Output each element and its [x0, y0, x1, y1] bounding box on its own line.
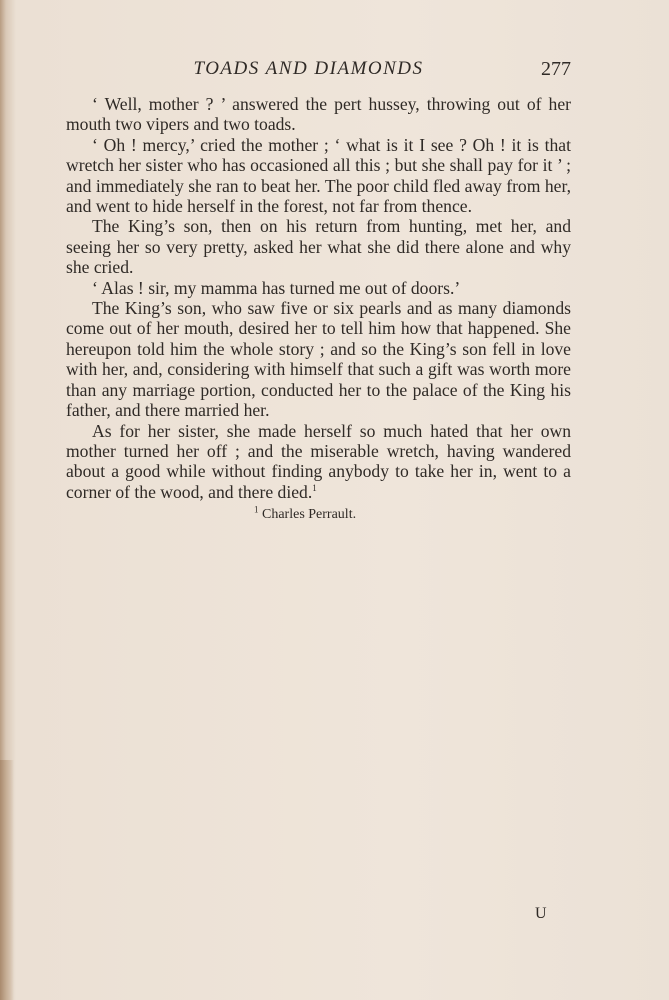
- page-edge-stain: [0, 760, 14, 1000]
- page-header: [66, 56, 571, 84]
- footnote: [254, 504, 357, 523]
- paragraph: The King’s son, then on his return from hunting, met her, and seeing her so very pretty, asked her what she did there alone and why she cried.: [66, 216, 571, 278]
- body-text: [66, 94, 571, 502]
- running-title: TOADS AND DIAMONDS: [193, 58, 424, 79]
- paragraph: ‘ Well, mother ? ’ answered the pert hussey, throwing out of her mouth two vipers and two toads.: [66, 94, 571, 135]
- signature-mark: U: [535, 905, 547, 922]
- paragraph-text: As for her sister, she made herself so much hated that her own mother turned her off ; and the miserable wretch, having wandered about a good while without finding anybody to take her in, went to a corner of the wood, and there died.: [66, 420, 571, 502]
- paragraph: ‘ Alas ! sir, my mamma has turned me out of doors.’: [92, 277, 461, 298]
- page-number: 277: [541, 58, 571, 80]
- paragraph-last: [66, 421, 571, 503]
- footnote-marker: 1: [254, 504, 259, 515]
- paragraph: The King’s son, who saw five or six pearls and as many diamonds come out of her mouth, desired her to tell him how that happened. She hereupon told him the whole story ; and so the King’s son fell in love with her, and, considering with himself that such a gift was worth more than any marriage portion, conducted her to the palace of the King his father, and there married her.: [66, 298, 571, 421]
- paragraph: ‘ Oh ! mercy,’ cried the mother ; ‘ what is it I see ? Oh ! it is that wretch her sister who has occasioned all this ; but she shall pay for it ’ ; and immediately she ran to beat her. The poor child fled away from her, and went to hide herself in the forest, not far from thence.: [66, 134, 571, 217]
- footnote-reference: 1: [312, 482, 317, 493]
- footnote-text: Charles Perrault.: [262, 507, 357, 522]
